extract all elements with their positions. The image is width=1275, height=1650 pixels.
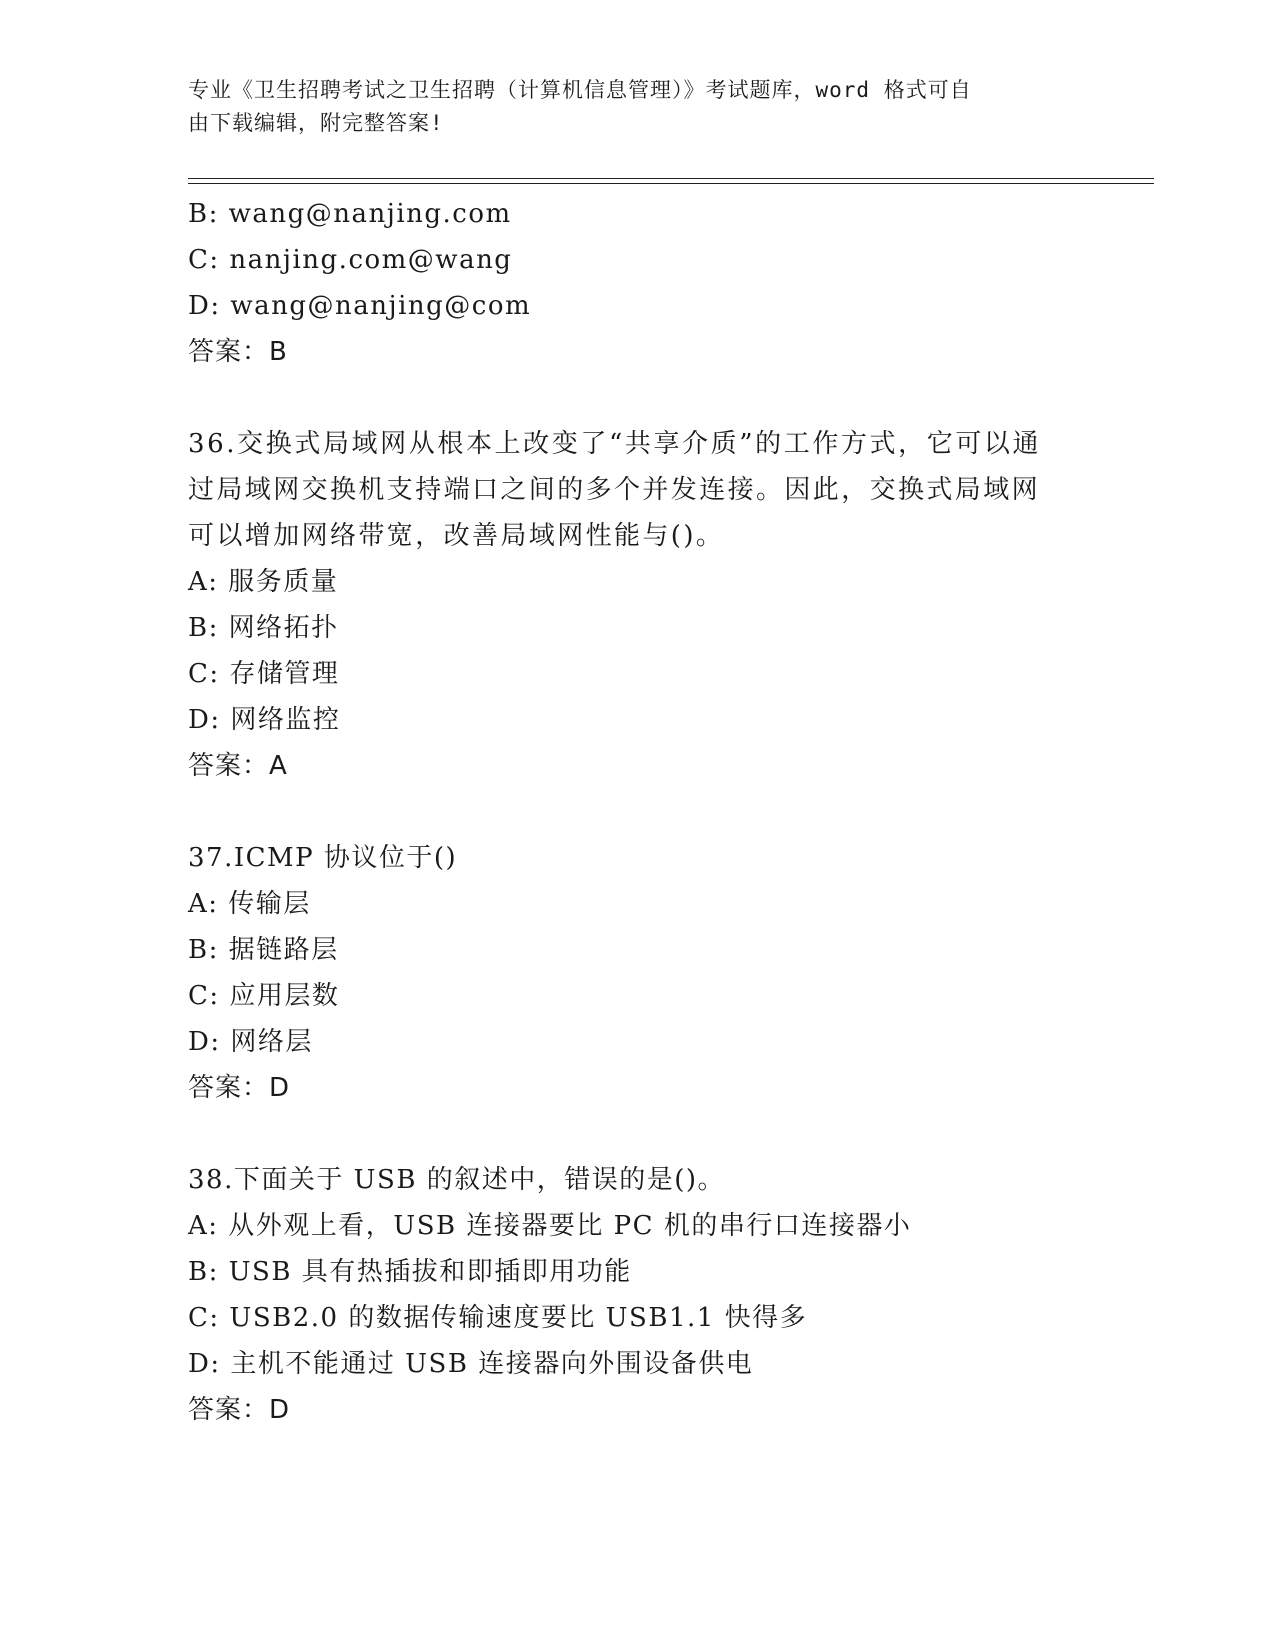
question-38 — [188, 1157, 1088, 1433]
header-line-1: 专业《卫生招聘考试之卫生招聘（计算机信息管理）》考试题库，word 格式可自 — [188, 78, 972, 102]
answer-line: 答案：A — [188, 751, 288, 781]
header-divider-top — [188, 178, 1154, 179]
option-b: B: wang@nanjing.com — [188, 199, 512, 229]
option-b: B: 据链路层 — [188, 935, 339, 965]
document-header — [188, 74, 1088, 140]
option-c: C: 应用层数 — [188, 981, 340, 1011]
previous-question-tail — [188, 191, 1088, 375]
option-d: D: 网络监控 — [188, 705, 341, 735]
answer-line: 答案：D — [188, 1073, 291, 1103]
option-d: D: 主机不能通过 USB 连接器向外围设备供电 — [188, 1349, 754, 1379]
question-stem-line: 36.交换式局域网从根本上改变了“共享介质”的工作方式，它可以通 — [188, 429, 1042, 459]
question-stem-line: 过局域网交换机支持端口之间的多个并发连接。因此，交换式局域网 — [188, 475, 1041, 505]
option-d: D: 网络层 — [188, 1027, 313, 1057]
option-a: A: 从外观上看，USB 连接器要比 PC 机的串行口连接器小 — [188, 1211, 912, 1241]
header-divider-bottom — [188, 183, 1154, 184]
header-line-2: 由下载编辑，附完整答案! — [188, 111, 444, 135]
option-c: C: nanjing.com@wang — [188, 245, 513, 275]
option-a: A: 服务质量 — [188, 567, 339, 597]
option-d: D: wang@nanjing@com — [188, 291, 532, 321]
answer-line: 答案：D — [188, 1395, 291, 1425]
question-stem-line: 38.下面关于 USB 的叙述中，错误的是()。 — [188, 1165, 725, 1195]
question-36 — [188, 421, 1088, 789]
question-37 — [188, 835, 1088, 1111]
option-a: A: 传输层 — [188, 889, 311, 919]
option-c: C: 存储管理 — [188, 659, 340, 689]
question-content — [188, 191, 1088, 1433]
spacer — [188, 1111, 1088, 1157]
spacer — [188, 789, 1088, 835]
option-b: B: USB 具有热插拔和即插即用功能 — [188, 1257, 632, 1287]
question-stem-line: 37.ICMP 协议位于() — [188, 843, 458, 873]
answer-line: 答案：B — [188, 337, 288, 367]
question-stem-line: 可以增加网络带宽，改善局域网性能与()。 — [188, 521, 725, 551]
spacer — [188, 375, 1088, 421]
option-b: B: 网络拓扑 — [188, 613, 339, 643]
option-c: C: USB2.0 的数据传输速度要比 USB1.1 快得多 — [188, 1303, 808, 1333]
